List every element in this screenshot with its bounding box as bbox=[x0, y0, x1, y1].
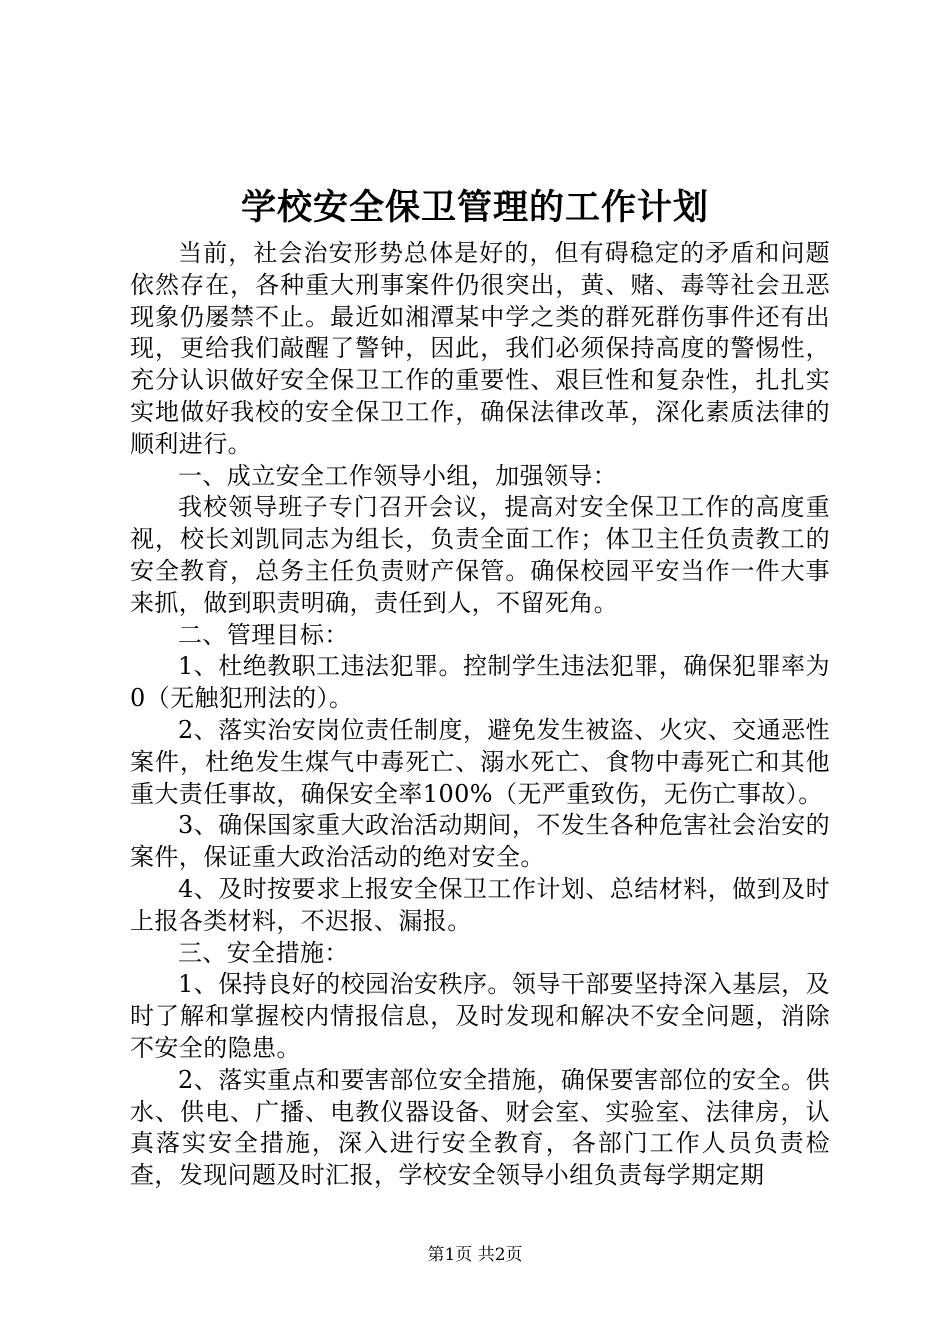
paragraph-leadership: 我校领导班子专门召开会议，提高对安全保卫工作的高度重视，校长刘凯同志为组长，负责全面工作；体卫主任负责教工的安全教育，总务主任负责财产保管。确保校园平安当作一件大事来抓，做到职责明确，责任到人，不留死角。 bbox=[130, 493, 830, 617]
measure-item-2: 2、落实重点和要害部位安全措施，确保要害部位的安全。供水、供电、广播、电教仪器设备、财会室、实验室、法律房，认真落实安全措施，深入进行安全教育，各部门工作人员负责检查，发现问题及时汇报，学校安全领导小组负责每学期定期 bbox=[130, 1065, 830, 1190]
measure-item-1: 1、保持良好的校园治安秩序。领导干部要坚持深入基层，及时了解和掌握校内情报信息，及时发现和解决不安全问题，消除不安全的隐患。 bbox=[130, 970, 830, 1062]
page-footer: 第1页 共2页 bbox=[427, 1245, 523, 1265]
section-heading-goals: 二、管理目标： bbox=[178, 620, 349, 649]
document-body bbox=[130, 238, 830, 1192]
goal-item-4: 4、及时按要求上报安全保卫工作计划、总结材料，做到及时上报各类材料，不迟报、漏报。 bbox=[130, 874, 830, 935]
section-heading-measures: 三、安全措施： bbox=[178, 938, 349, 967]
document-title: 学校安全保卫管理的工作计划 bbox=[240, 187, 709, 228]
section-heading-leadership: 一、成立安全工作领导小组，加强领导： bbox=[178, 461, 618, 490]
goal-item-1: 1、杜绝教职工违法犯罪。控制学生违法犯罪，确保犯罪率为0（无触犯刑法的）。 bbox=[130, 652, 830, 713]
paragraph-intro: 当前，社会治安形势总体是好的，但有碍稳定的矛盾和问题依然存在，各种重大刑事案件仍很突出，黄、赌、毒等社会丑恶现象仍屡禁不止。最近如湘潭某中学之类的群死群伤事件还有出现，更给我们敲醒了警钟，因此，我们必须保持高度的警惕性，充分认识做好安全保卫工作的重要性、艰巨性和复杂性，扎扎实实地做好我校的安全保卫工作，确保法律改革，深化素质法律的顺利进行。 bbox=[130, 239, 830, 458]
goal-item-3: 3、确保国家重大政治活动期间，不发生各种危害社会治安的案件，保证重大政治活动的绝对安全。 bbox=[130, 811, 830, 872]
goal-item-2: 2、落实治安岗位责任制度，避免发生被盗、火灾、交通恶性案件，杜绝发生煤气中毒死亡、溺水死亡、食物中毒死亡和其他重大责任事故，确保安全率100%（无严重致伤，无伤亡事故）。 bbox=[130, 715, 830, 808]
